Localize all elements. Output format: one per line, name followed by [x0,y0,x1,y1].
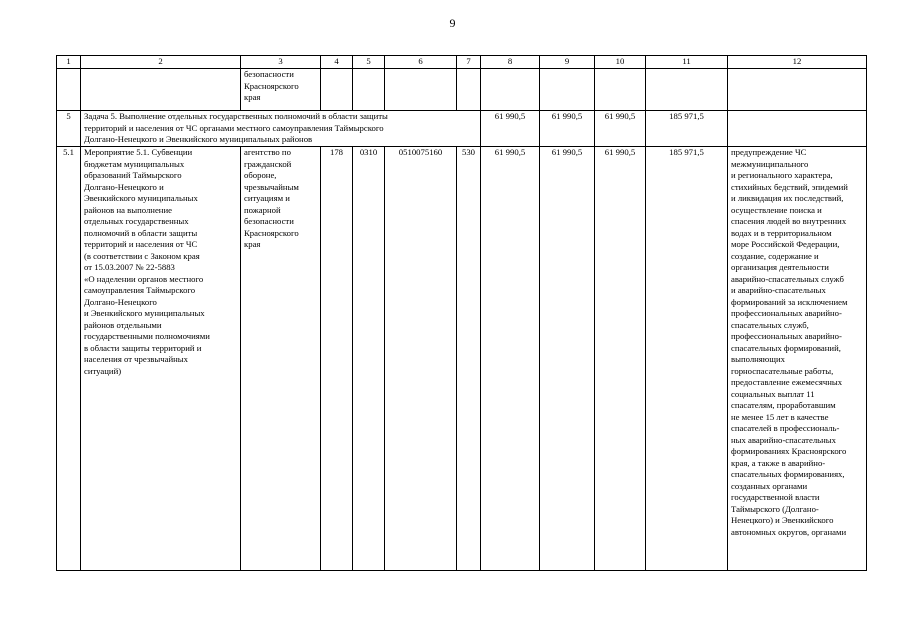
header-cell: 8 [481,56,540,69]
value-cell-10: 61 990,5 [595,111,646,147]
header-cell: 4 [321,56,353,69]
header-cell: 1 [57,56,81,69]
code-cell-6: 0510075160 [385,147,457,571]
header-cell: 3 [241,56,321,69]
header-cell: 5 [353,56,385,69]
measure-row [57,147,867,571]
code-cell-5: 0310 [353,147,385,571]
header-cell: 11 [646,56,728,69]
page-number: 9 [449,16,456,30]
header-cell: 9 [540,56,595,69]
continuation-row [57,69,867,111]
header-cell: 7 [457,56,481,69]
header-cell: 12 [728,56,867,69]
column-number-row [57,56,867,69]
agency-cell: агентство по гражданской обороне, чрезвычайным ситуациям и пожарной безопасности Красноярского края [241,147,321,571]
task-number-cell: 5 [57,111,81,147]
value-cell-8: 61 990,5 [481,111,540,147]
value-cell-8: 61 990,5 [481,147,540,571]
task-text-cell: Задача 5. Выполнение отдельных государственных полномочий в области защиты территорий и населения от ЧС органами местного самоуправления Таймырского Долгано-Ненецкого и Эвенкийского муниципальных районов [81,111,481,147]
task-row [57,111,867,147]
value-cell-11: 185 971,5 [646,147,728,571]
header-cell: 10 [595,56,646,69]
header-cell: 6 [385,56,457,69]
value-cell-11: 185 971,5 [646,111,728,147]
value-cell-9: 61 990,5 [540,147,595,571]
measure-name-cell: Мероприятие 5.1. Субвенции бюджетам муниципальных образований Таймырского Долгано-Ненецкого и Эвенкийского муниципальных районов на выполнение отдельных государственных полномочий в области защиты территорий и населения от ЧС (в соответствии с Законом края от 15.03.2007 № 22-5883 «О наделении органов местного самоуправления Таймырского Долгано-Ненецкого и Эвенкийского муниципальных районов отдельными государственными полномочиями в области защиты территорий и населения от чрезвычайных ситуаций) [81,147,241,571]
result-cell: предупреждение ЧС межмуниципального и регионального характера, стихийных бедствий, эпидемий и ликвидация их последствий, осуществление поиска и спасения людей во внутренних водах и в территориальном море Российской Федерации, создание, содержание и организация деятельности аварийно-спасательных служб и аварийно-спасательных формирований за исключением профессиональных аварийно- спасательных служб, профессиональных аварийно- спасательных формирований, выполняющих горноспасательные работы, предоставление ежемесячных социальных выплат 11 спасателям, проработавшим не менее 15 лет в качестве спасателей в профессиональ- ных аварийно-спасательных формированиях Красноярского края, а также в аварийно- спасательных формированиях, созданных органами государственной власти Таймырского (Долгано- Ненецкого) и Эвенкийского автономных округов, органами [728,147,867,571]
value-cell-10: 61 990,5 [595,147,646,571]
agency-continuation-cell: безопасности Красноярского края [241,69,321,111]
value-cell-9: 61 990,5 [540,111,595,147]
measure-number-cell: 5.1 [57,147,81,571]
program-table [56,55,867,571]
header-cell: 2 [81,56,241,69]
code-cell-4: 178 [321,147,353,571]
code-cell-7: 530 [457,147,481,571]
